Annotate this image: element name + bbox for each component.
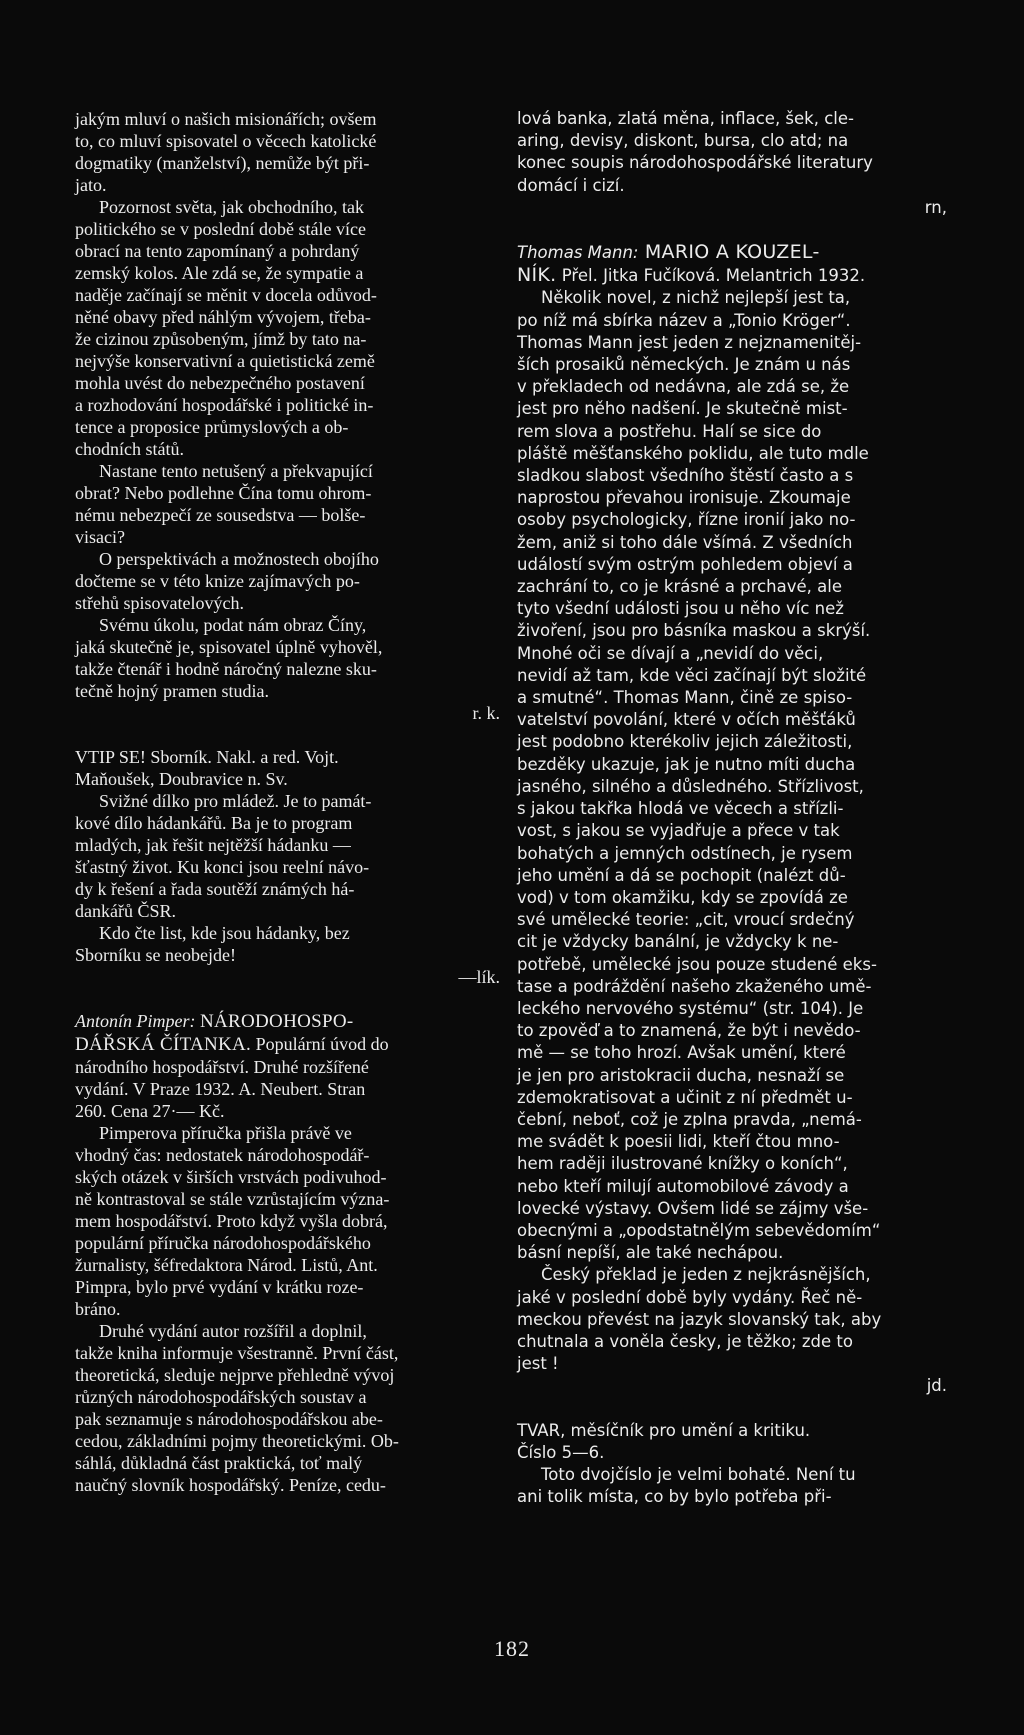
page-number: 182	[494, 1636, 530, 1661]
review-work-title: NÁRODOHOSPO- DÁŘSKÁ ČÍTANKA.	[75, 1011, 354, 1055]
review-author: Thomas Mann:	[517, 243, 639, 263]
reviewer-signature: jd.	[926, 1376, 947, 1396]
spacer	[75, 988, 500, 1010]
review-heading	[517, 241, 947, 287]
paragraph: lová banka, zlatá měna, inflace, šek, cle- aring, devisy, diskont, bursa, clo atd; na konec soupis národohospodářské literatury domácí i cizí.	[517, 109, 873, 195]
review-heading: TVAR, měsíčník pro umění a kritiku. Číslo 5—6.	[517, 1420, 811, 1462]
spacer	[75, 724, 500, 746]
reviewer-signature: rn,	[924, 197, 947, 217]
review-author: Antonín Pimper:	[75, 1011, 196, 1031]
right-column	[517, 108, 947, 1508]
paragraph: Pozornost světa, jak obchodního, tak politického se v poslední době stále více obrací na tento zapomínaný a pohrdaný zemský kolos. Ale zdá se, že sympatie a naděje začínají se měnit v docela odůvod- něné obavy před náhlým vývojem, třeba- že cizinou způsobeným, jímž by tato na- nejvýše konservativní a quietistická země mohla uvést do nebezpečného postavení a rozhodování hospodářské i politické in- tence a proposice průmyslových a ob- chodních států.	[75, 197, 377, 459]
reviewer-signature: r. k.	[472, 703, 500, 723]
paragraph: Nastane tento netušený a překvapující obrat? Nebo podlehne Čína tomu ohrom- nému nebezpečí ze sousedstva — bolše- visaci?	[75, 461, 373, 547]
review-publication-info: Přel. Jitka Fučíková. Melantrich 1932.	[556, 266, 866, 286]
paragraph: O perspektivách a možnostech obojího dočteme se v této knize zajímavých po- střehů spisovatelových.	[75, 549, 379, 613]
spacer	[517, 1398, 947, 1420]
paragraph: jakým mluví o našich misionářích; ovšem to, co mluví spisovatel o věcech katolické dogmatiky (manželství), nemůže být při- jato.	[75, 109, 377, 195]
review-work-title: MARIO A KOUZEL- NÍK.	[517, 241, 820, 287]
paragraph: Svižné dílko pro mládež. Je to památ- kové dílo hádankářů. Ba je to program mladých, jak řešit nejtěžší hádanku — šťastný život. Ku konci jsou reelní návo- dy k řešení a řada soutěží známých há- dankářů ČSR.	[75, 791, 372, 921]
left-column	[75, 108, 500, 1496]
review-heading	[75, 1010, 500, 1122]
paragraph: Pimperova příručka přišla právě ve vhodný čas: nedostatek národohospodář- ských otázek v širších vrstvách podivuhod- ně kontrastoval se stále vzrůstajícím význa- mem hospodářství. Proto když vyšla dobrá, populární příručka národohospodářského žurnalisty, šéfredaktora Národ. Listů, Ant. Pimpra, bylo prvé vydání v krátku roze- bráno.	[75, 1123, 390, 1319]
paragraph: Druhé vydání autor rozšířil a doplnil, takže kniha informuje všestranně. První část, theoretická, sleduje nejprve přehledně vývoj různých národohospodářských soustav a pak seznamuje s národohospodářskou abe- cedou, základními pojmy theoretickými. Ob- sáhlá, důkladná část praktická, toť malý naučný slovník hospodářský. Peníze, cedu-	[75, 1321, 399, 1495]
paragraph: Český překlad je jeden z nejkrásnějších, jaké v poslední době byly vydány. Řeč ně- meckou převést na jazyk slovanský tak, aby chutnala a voněla česky, je těžko; zde to jest !	[517, 1265, 882, 1374]
paragraph: Kdo čte list, kde jsou hádanky, bez Sborníku se neobejde!	[75, 923, 350, 965]
reviewer-signature: —lík.	[458, 967, 500, 987]
paragraph: Svému úkolu, podat nám obraz Číny, jaká skutečně je, spisovatel úplně vyhověl, takže čtenář i hodně náročný nalezne sku- tečně hojný pramen studia.	[75, 615, 383, 701]
review-heading: VTIP SE! Sborník. Nakl. a red. Vojt. Maňoušek, Doubravice n. Sv.	[75, 747, 339, 789]
spacer	[517, 219, 947, 241]
paragraph: Několik novel, z nichž nejlepší jest ta, po níž má sbírka název a „Tonio Kröger“. Thomas Mann jest jeden z nejznamenitěj- ších prosaiků německých. Je znám u nás v překladech od nedávna, ale zdá se, že jest pro něho nadšení. Je skutečně mist- rem slova a postřehu. Halí se sice do pláště měšťanského poklidu, ale tuto mdle sladkou slabost všedního štěstí často a s naprostou převahou ironisuje. Zkoumaje osoby psychologicky, řízne ironií jako no- žem, aniž si toho dále všímá. Z všedních událostí svým ostrým pohledem objeví a zachrání to, co je krásné a prchavé, ale tyto všední události jsou u něho víc než živoření, jsou pro básníka maskou a skrýší. Mnohé oči se dívají a „nevidí do věci, nevidí až tam, kde věci začínají být složité a smutné“. Thomas Mann, čině ze spiso- vatelství povolání, které v očích měšťáků jest podobno kterékoliv jejich záležitosti, bezděky ukazuje, jak je nutno míti ducha jasného, silného a důsledného. Střízlivost, s jakou takřka hlodá ve věcech a střízli- vost, s jakou se vyjadřuje a přece v tak bohatých a jemných odstínech, je rysem jeho umění a dá se pochopit (nalézt dů- vod) v tom okamžiku, kdy se zpovídá ze své umělecké teorie: „cit, vroucí srdečný cit je vždycky banální, je vždycky k ne- potřebě, umělecké jsou pouze studené eks- tase a podráždění našeho zkaženého umě- leckého nervového systému“ (str. 104). Je to zpověď a to znamená, že být i nevědo- mě — se toho hrozí. Avšak umění, které je jen pro aristokracii ducha, nesnaží se zdemokratisovat a učinit z ní předmět u- čební, neboť, což je zplna pravda, „nemá- me svádět k poesii lidi, kteří čtou mno- hem raději ilustrované knížky o koních“, nebo kteří milují automobilové závody a lovecké výstavy. Ovšem lidé se zájmy vše- obecnými a „opodstatnělým sebevědomím“ básní nepíší, ale také nechápou.	[517, 288, 881, 1263]
review-publication-info: Populární úvod do národního hospodářství. Druhé rozšířené vydání. V Praze 1932. A. Neubert. Stran 260. Cena 27·— Kč.	[75, 1034, 389, 1121]
paragraph: Toto dvojčíslo je velmi bohaté. Není tu ani tolik místa, co by bylo potřeba při-	[517, 1464, 856, 1507]
